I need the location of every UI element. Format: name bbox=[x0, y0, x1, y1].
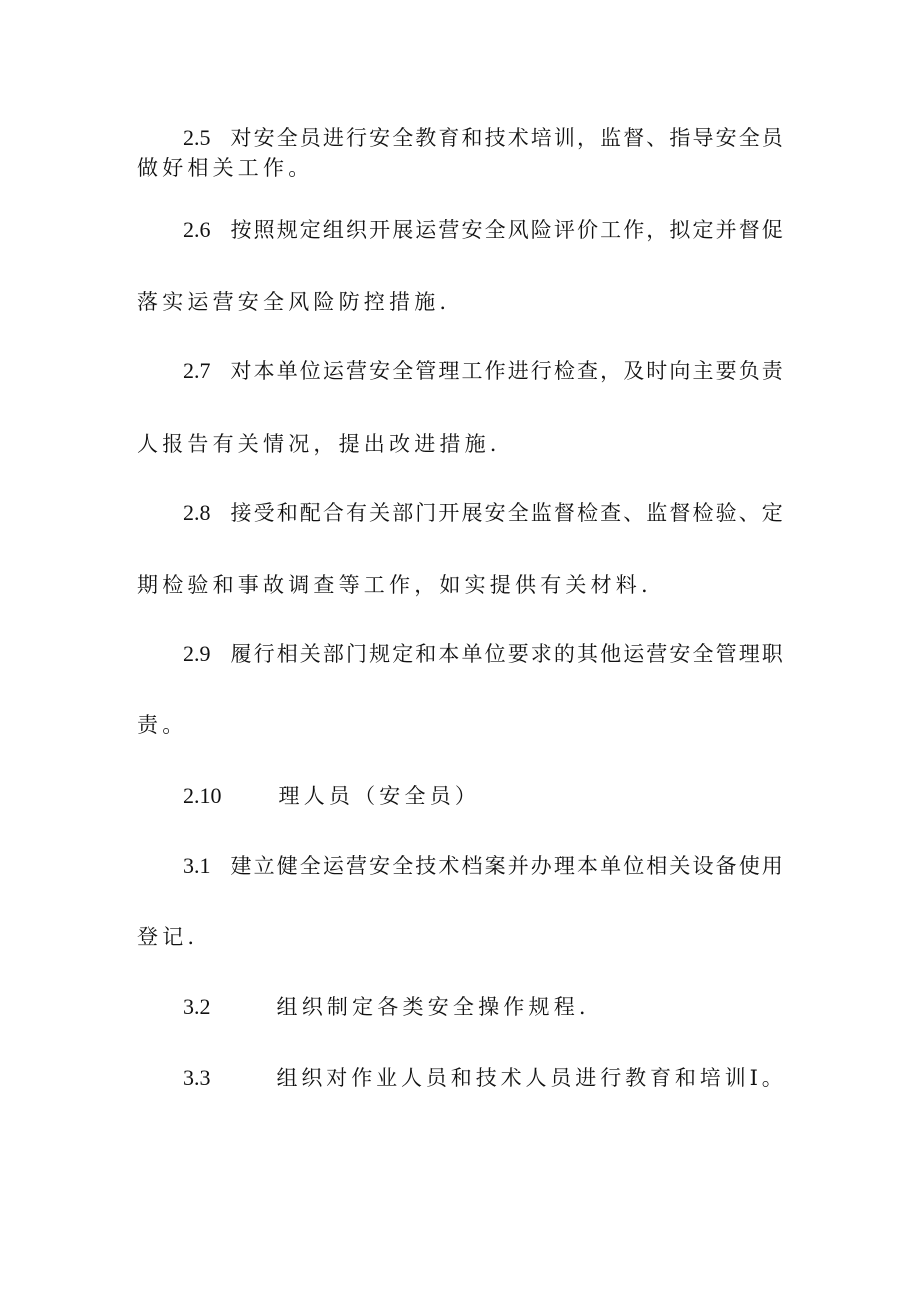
paragraph-3-1-first-line bbox=[0, 846, 920, 886]
paragraph-text: 接受和配合有关部门开展安全监督检查、监督检验、定 bbox=[230, 501, 785, 525]
paragraph-2-9-continuation bbox=[0, 705, 920, 745]
paragraph-text: 人报告有关情况，提出改进措施. bbox=[137, 432, 501, 456]
paragraph-text: 按照规定组织开展运营安全风险评价工作，拟定并督促 bbox=[230, 218, 785, 242]
paragraph-text: 对安全员进行安全教育和技术培训，监督、指导安全员 bbox=[230, 126, 785, 150]
paragraph-text: 登记. bbox=[137, 925, 199, 949]
paragraph-2-7-first-line bbox=[0, 351, 920, 391]
paragraph-number: 3.2 bbox=[183, 994, 211, 1019]
paragraph-text: 做好相关工作。 bbox=[137, 156, 314, 180]
paragraph-number: 3.1 bbox=[183, 853, 211, 878]
paragraph-number: 2.10 bbox=[183, 783, 222, 808]
paragraph-2-6-continuation bbox=[0, 282, 920, 322]
paragraph-number: 2.6 bbox=[183, 217, 211, 242]
paragraph-text: 期检验和事故调查等工作，如实提供有关材料. bbox=[137, 573, 652, 597]
paragraph-2-7-continuation bbox=[0, 424, 920, 464]
paragraph-text: 建立健全运营安全技术档案并办理本单位相关设备使用 bbox=[230, 854, 785, 878]
paragraph-text: 组织制定各类安全操作规程. bbox=[276, 995, 590, 1019]
paragraph-text: 理人员（安全员） bbox=[278, 784, 481, 808]
paragraph-text: 落实运营安全风险防控措施. bbox=[137, 290, 451, 314]
paragraph-number: 3.3 bbox=[183, 1065, 211, 1090]
paragraph-number: 2.5 bbox=[183, 125, 211, 150]
paragraph-text: 对本单位运营安全管理工作进行检查，及时向主要负责 bbox=[230, 359, 785, 383]
paragraph-text: 履行相关部门规定和本单位要求的其他运营安全管理职 bbox=[230, 642, 785, 666]
paragraph-number: 2.7 bbox=[183, 358, 211, 383]
paragraph-2-9-first-line bbox=[0, 634, 920, 674]
paragraph-3-3-line bbox=[0, 1058, 920, 1098]
paragraph-2-8-first-line bbox=[0, 493, 920, 533]
paragraph-text: 责。 bbox=[137, 713, 188, 737]
paragraph-2-8-continuation bbox=[0, 565, 920, 605]
paragraph-2-10-line bbox=[0, 776, 920, 816]
paragraph-number: 2.8 bbox=[183, 500, 211, 525]
paragraph-text: 组织对作业人员和技术人员进行教育和培训Ⅰ。 bbox=[276, 1066, 787, 1090]
paragraph-3-1-continuation bbox=[0, 917, 920, 957]
paragraph-2-6-first-line bbox=[0, 210, 920, 250]
paragraph-number: 2.9 bbox=[183, 641, 211, 666]
paragraph-2-5-continuation bbox=[0, 148, 920, 188]
paragraph-3-2-line bbox=[0, 987, 920, 1027]
